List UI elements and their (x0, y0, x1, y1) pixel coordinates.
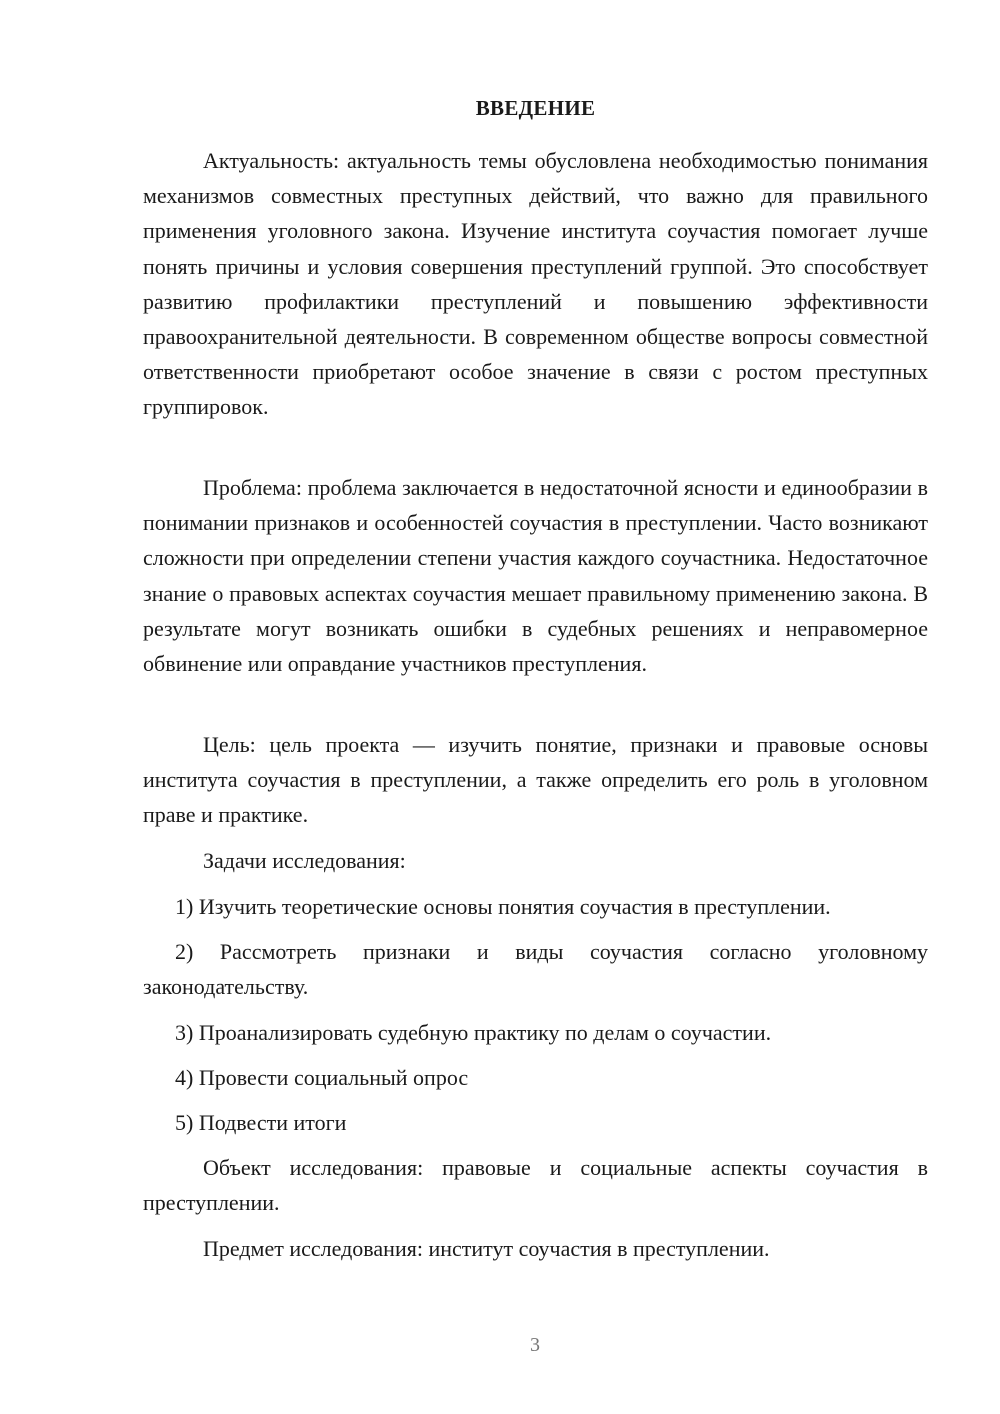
paragraph-object: Объект исследования: правовые и социальные аспекты соучастия в преступлении. (143, 1155, 928, 1216)
paragraph-subject: Предмет исследования: институт соучастия в преступлении. (203, 1236, 770, 1261)
task-item: 2) Рассмотреть признаки и виды соучастия согласно уголовному законодательству. (143, 939, 928, 1000)
task-item: 4) Провести социальный опрос (175, 1065, 469, 1090)
task-item: 5) Подвести итоги (175, 1110, 347, 1135)
task-item: 1) Изучить теоретические основы понятия соучастия в преступлении. (175, 894, 831, 919)
task-item: 3) Проанализировать судебную практику по делам о соучастии. (175, 1020, 772, 1045)
paragraph-relevance: Актуальность: актуальность темы обусловлена необходимостью понимания механизмов совместных преступных действий, что важно для правильного применения уголовного закона. Изучение института соучастия помогает лучше понять причины и условия совершения преступлений группой. Это способствует развитию профилактики преступлений и повышению эффективности правоохранительной деятельности. В современном обществе вопросы совместной ответственности приобретают особое значение в связи с ростом преступных группировок. (143, 148, 928, 420)
page-title: ВВЕДЕНИЕ (475, 96, 596, 120)
page-number: 3 (530, 1334, 540, 1356)
tasks-heading: Задачи исследования: (203, 848, 406, 873)
paragraph-goal: Цель: цель проекта — изучить понятие, признаки и правовые основы института соучастия в преступлении, а также определить его роль в уголовном праве и практике. (143, 732, 928, 828)
paragraph-problem: Проблема: проблема заключается в недостаточной ясности и единообразии в понимании признаков и особенностей соучастия в преступлении. Часто возникают сложности при определении степени участия каждого соучастника. Недостаточное знание о правовых аспектах соучастия мешает правильному применению закона. В результате могут возникать ошибки в судебных решениях и неправомерное обвинение или оправдание участников преступления. (143, 475, 928, 677)
